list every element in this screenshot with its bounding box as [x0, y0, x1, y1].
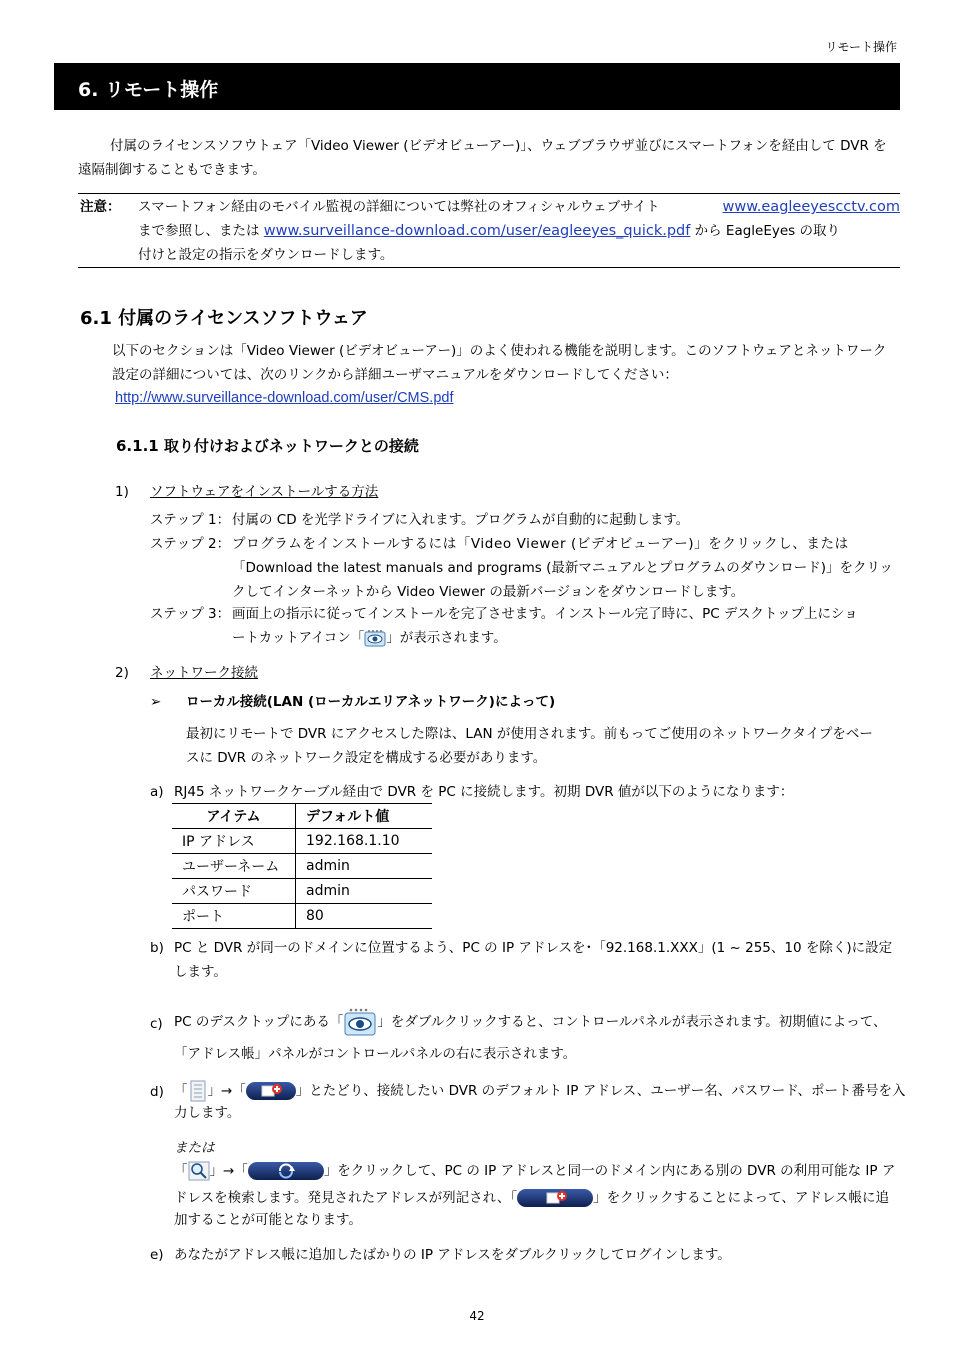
address-book-icon [188, 1080, 208, 1102]
table-cell: 192.168.1.10 [296, 829, 433, 854]
step-2-label: ステップ 2： [150, 536, 231, 552]
step-b-line-2: します。 [174, 964, 227, 980]
note-line-3: 付けと設定の指示をダウンロードします。 [138, 247, 394, 263]
or-line-3: 加することが可能となります。 [174, 1212, 362, 1228]
or-text-2b: 」をクリックすることによって、アドレス帳に追 [593, 1190, 889, 1206]
step-1-text: 付属の CD を光学ドライブに入れます。プログラムが自動的に起動します。 [232, 512, 690, 528]
or-text-1b: 」→「 [209, 1163, 248, 1179]
note-label: 注意： [80, 199, 121, 215]
step-c-line-1 [174, 1004, 887, 1040]
note-line-2 [138, 219, 900, 243]
cms-manual-link[interactable]: http://www.surveillance-download.com/user/CMS.pdf [115, 390, 454, 406]
intro-paragraph: 付属のライセンスソフウトェア「Video Viewer (ビデオビューアー)」、ウェブブラウザ並びにスマートフォンを経由して DVR を遠隔制御することもできます。 [78, 138, 887, 178]
or-text-2a: ドレスを検索します。発見されたアドレスが列記され、「 [174, 1190, 518, 1206]
item-2-number: 2) [115, 665, 129, 681]
lan-subtitle: ローカル接続(LAN (ローカルエリアネットワーク)によって) [186, 694, 556, 710]
step-d-line-2: 力します。 [174, 1105, 241, 1121]
eye-viewer-icon [364, 629, 386, 647]
step-d-text-1a: 「 [174, 1083, 188, 1099]
step-3-text-2a: ートカットアイコン「 [232, 630, 365, 646]
step-3-text-2b: 」が表示されます。 [386, 630, 507, 646]
or-text-1a: 「 [174, 1163, 188, 1179]
step-b-label: b) [150, 940, 164, 956]
table-header-default: デフォルト値 [296, 804, 433, 829]
note-text-2a: まで参照し、または [138, 223, 260, 239]
or-line-1 [174, 1157, 895, 1185]
add-device-icon [246, 1082, 296, 1100]
step-d-text-1b: 」→「 [207, 1083, 246, 1099]
table-row [172, 854, 432, 879]
table-row [172, 879, 432, 904]
table-header-row [172, 804, 432, 829]
step-e-label: e) [150, 1247, 164, 1263]
step-a-text: RJ45 ネットワークケーブル経由で DVR を PC に接続します。初期 DVR 値が以下のようになります： [174, 784, 794, 800]
step-3-label: ステップ 3： [150, 606, 231, 622]
item-1-number: 1) [115, 484, 129, 500]
or-text-1c: 」をクリックして、PC の IP アドレスと同一のドメイン内にある別の DVR の利用可能な IP ア [323, 1163, 896, 1179]
lan-desc-2: スに DVR のネットワーク設定を構成する必要があります。 [186, 750, 547, 766]
step-d-text-1c: 」とたどり、接続したい DVR のデフォルト IP アドレス、ユーザー名、パスワード、ポート番号を入 [295, 1083, 906, 1099]
step-e-text: あなたがアドレス帳に追加したばかりの IP アドレスをダブルクリックしてログインします。 [174, 1247, 731, 1263]
or-line-2 [174, 1186, 889, 1210]
note-line-1 [138, 195, 900, 219]
note-text-1: スマートフォン経由のモバイル監視の詳細については弊社のオフィシャルウェブサイト [138, 199, 660, 215]
step-2-line-1: プログラムをインストールするには「Video Viewer (ビデオビューアー)」をクリックし、または [232, 536, 849, 552]
section-6-1-para-1: 以下のセクションは「Video Viewer (ビデオビューアー)」のよく使われる機能を説明します。このソフトウェアとネットワーク [112, 343, 887, 359]
cms-link-row [115, 386, 453, 410]
refresh-search-icon [248, 1162, 324, 1180]
lan-desc-1: 最初にリモートで DVR にアクセスした際は、LAN が使用されます。前もってご使用のネットワークタイプをベー [186, 726, 873, 742]
note-top-rule [78, 193, 900, 194]
table-cell: パスワード [172, 879, 296, 904]
table-cell: 80 [296, 904, 433, 929]
table-cell: ユーザーネーム [172, 854, 296, 879]
note-text-2b: から EagleEyes の取り [694, 223, 841, 239]
chapter-title: 6. リモート操作 [78, 79, 219, 101]
step-c-line-2: 「アドレス帳」パネルがコントロールパネルの右に表示されます。 [174, 1046, 577, 1062]
bullet-arrow-icon: ➢ [150, 694, 162, 710]
section-6-1-para-2: 設定の詳細については、次のリンクから詳細ユーザマニュアルをダウンロードしてください： [112, 367, 678, 383]
item-2-title: ネットワーク接続 [150, 665, 258, 681]
table-header-item: アイテム [172, 804, 296, 829]
eye-viewer-icon [343, 1007, 377, 1037]
note-bottom-rule [78, 267, 900, 268]
step-2-line-2: 「Download the latest manuals and programs (最新マニュアルとプログラムのダウンロード)」をクリッ [232, 560, 893, 576]
step-2-line-3: クしてインターネットから Video Viewer の最新バージョンをダウンロードします。 [232, 584, 745, 600]
step-c-label: c) [150, 1016, 163, 1032]
step-d-label: d) [150, 1084, 164, 1100]
step-b-line-1: PC と DVR が同一のドメインに位置するよう、PC の IP アドレスを･「92.168.1.XXX」(1 ~ 255、10 を除く)に設定 [174, 940, 893, 956]
step-c-text-1b: 」をダブルクリックすると、コントロールパネルが表示されます。初期値によって、 [377, 1014, 887, 1030]
quick-guide-link[interactable]: www.surveillance-download.com/user/eagleeyes_quick.pdf [263, 223, 691, 239]
section-6-1-title: 6.1 付属のライセンスソフトウェア [80, 308, 368, 329]
add-device-icon [517, 1189, 593, 1207]
step-d-line-1 [174, 1076, 905, 1106]
table-cell: admin [296, 879, 433, 904]
eagleeyes-link[interactable]: www.eagleeyescctv.com [722, 199, 900, 215]
running-header: リモート操作 [825, 40, 897, 54]
step-1-label: ステップ 1： [150, 512, 231, 528]
default-values-table [172, 803, 432, 929]
table-cell: ポート [172, 904, 296, 929]
step-c-text-1a: PC のデスクトップにある「 [174, 1014, 344, 1030]
item-1-title: ソフトウェアをインストールする方法 [150, 484, 379, 500]
table-row [172, 904, 432, 929]
table-row [172, 829, 432, 854]
table-cell: admin [296, 854, 433, 879]
chapter-title-bar [54, 63, 900, 110]
table-cell: IP アドレス [172, 829, 296, 854]
section-6-1-1-title: 6.1.1 取り付けおよびネットワークとの接続 [116, 437, 419, 455]
step-3-line-2 [232, 626, 507, 650]
page-number: 42 [469, 1309, 485, 1323]
step-3-line-1: 画面上の指示に従ってインストールを完了させます。インストール完了時に、PC デスクトップ上にショ [232, 606, 858, 622]
search-icon [188, 1161, 210, 1181]
step-a-label: a) [150, 784, 164, 800]
or-label: または [174, 1140, 215, 1156]
